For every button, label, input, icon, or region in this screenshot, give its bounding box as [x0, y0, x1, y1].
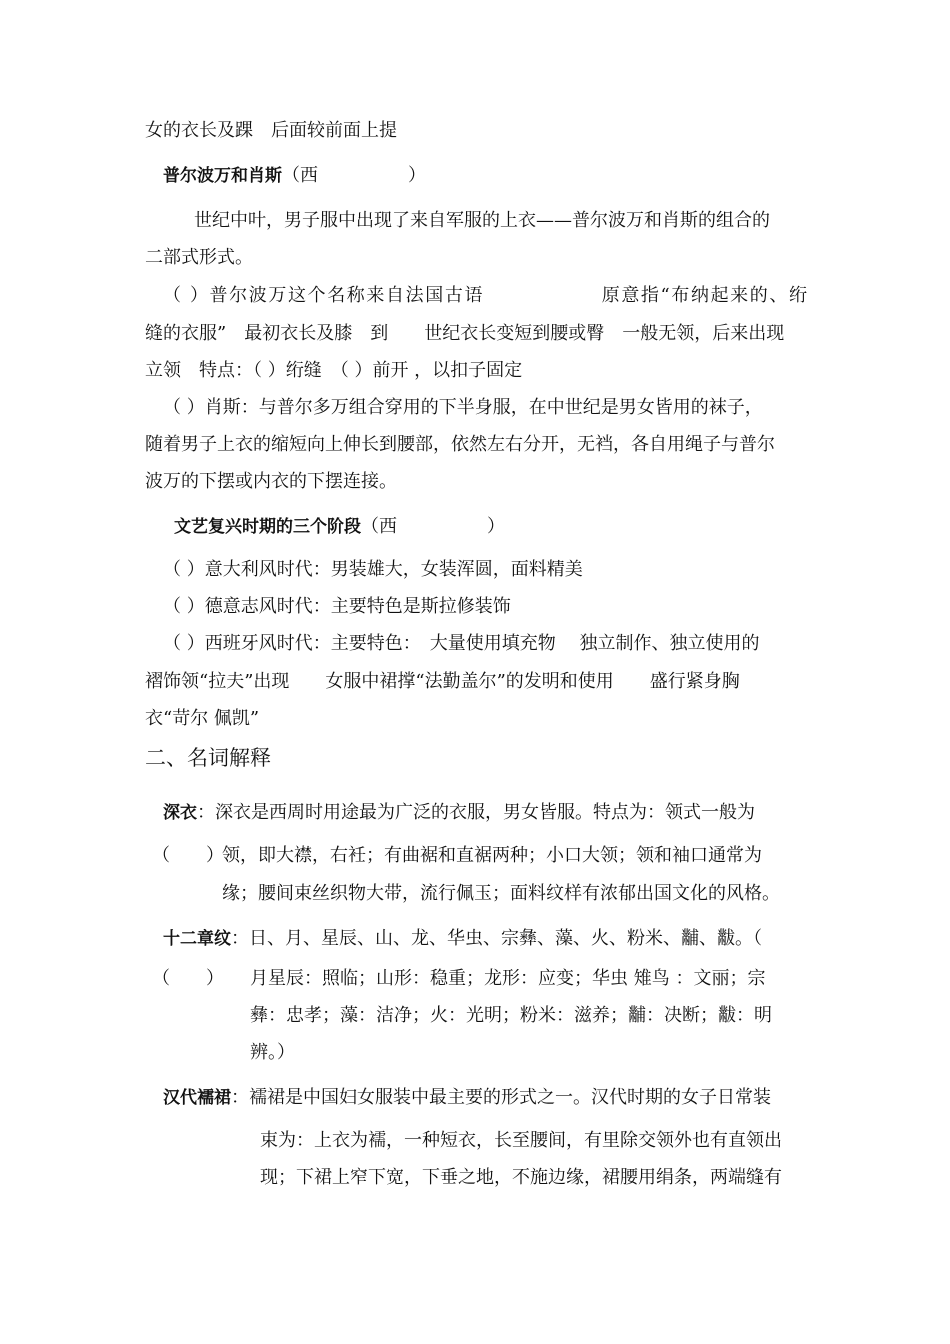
text-line: 立领 特点：（ ）绗缝 （ ）前开 ，以扣子固定 — [145, 360, 523, 381]
term-definition: ：襦裙是中国妇女服装中最主要的形式之一。汉代时期的女子日常装 — [231, 1087, 771, 1108]
text-line: 月星辰：照临；山形：稳重；龙形：应变；华虫 雉鸟 ：文丽；宗 — [250, 968, 766, 989]
text-line: 彝：忠孝；藻：洁净；火：光明；粉米：滋养；黼：决断；黻：明 — [250, 1005, 772, 1026]
term-definition: ：日、月、星辰、山、龙、华虫、宗彝、藻、火、粉米、黼、黻。（ — [231, 928, 762, 949]
heading-paren: （西 ） — [282, 165, 426, 186]
text-line: 褶饰领“拉夫”出现 女服中裙撑“法勤盖尔”的发明和使用 盛行紧身胸 — [145, 671, 740, 692]
text-line: 二部式形式。 — [145, 247, 253, 268]
text-line: 世纪中叶，男子服中出现了来自军服的上衣——普尔波万和肖斯的组合的 — [194, 210, 770, 231]
heading-pourpoint-chausses — [163, 164, 426, 188]
text-line — [145, 284, 807, 308]
text-line: 波万的下摆或内衣的下摆连接。 — [145, 471, 397, 492]
text-span: （ ）普尔波万这个名称来自法国古语 原意指“布纳起来的、绗 — [163, 285, 807, 306]
text-line: 领，即大襟，右衽；有曲裾和直裾两种；小口大领；领和袖口通常为 — [222, 845, 762, 866]
heading-title: 普尔波万和肖斯 — [163, 166, 282, 186]
heading-title: 文艺复兴时期的三个阶段 — [174, 517, 361, 537]
text-line: 辨。） — [250, 1042, 295, 1063]
text-line: （ ）西班牙风时代：主要特色： 大量使用填充物 独立制作、独立使用的 — [163, 633, 760, 654]
term-name: 汉代襦裙 — [163, 1088, 231, 1108]
term-name: 深衣 — [163, 803, 197, 823]
text-line: （ ）肖斯：与普尔多万组合穿用的下半身服，在中世纪是男女皆用的袜子， — [163, 397, 763, 418]
text-line: （ ）意大利风时代：男装雄大，女装浑圆，面料精美 — [163, 559, 583, 580]
term-han-ruqun — [163, 1086, 771, 1110]
text-line: 缝的衣服” 最初衣长及膝 到 世纪衣长变短到腰或臀 一般无领，后来出现 — [145, 323, 785, 344]
heading-renaissance-stages — [174, 515, 505, 539]
term-twelve-symbols — [163, 927, 762, 951]
section-heading: 二、名词解释 — [145, 746, 271, 770]
term-shenyi — [163, 801, 755, 825]
term-paren: （ ） — [152, 968, 224, 989]
text-line: 衣“苛尔 佩凯” — [145, 708, 260, 729]
term-name: 十二章纹 — [163, 929, 231, 949]
text-line: （ ）德意志风时代：主要特色是斯拉修装饰 — [163, 596, 511, 617]
text-line: 随着男子上衣的缩短向上伸长到腰部，依然左右分开，无裆，各自用绳子与普尔 — [145, 434, 775, 455]
term-definition: ：深衣是西周时用途最为广泛的衣服，男女皆服。特点为：领式一般为 — [197, 802, 755, 823]
heading-paren: （西 ） — [361, 516, 505, 537]
text-line: 现；下裙上窄下宽，下垂之地，不施边缘，裙腰用绢条，两端缝有 — [260, 1167, 782, 1188]
text-line: 女的衣长及踝 后面较前面上提 — [145, 120, 397, 141]
text-line: 束为：上衣为襦，一种短衣，长至腰间，有里除交领外也有直领出 — [260, 1130, 782, 1151]
text-line: 缘；腰间束丝织物大带，流行佩玉；面料纹样有浓郁出国文化的风格。 — [222, 883, 780, 904]
term-paren: （ ） — [152, 845, 224, 866]
